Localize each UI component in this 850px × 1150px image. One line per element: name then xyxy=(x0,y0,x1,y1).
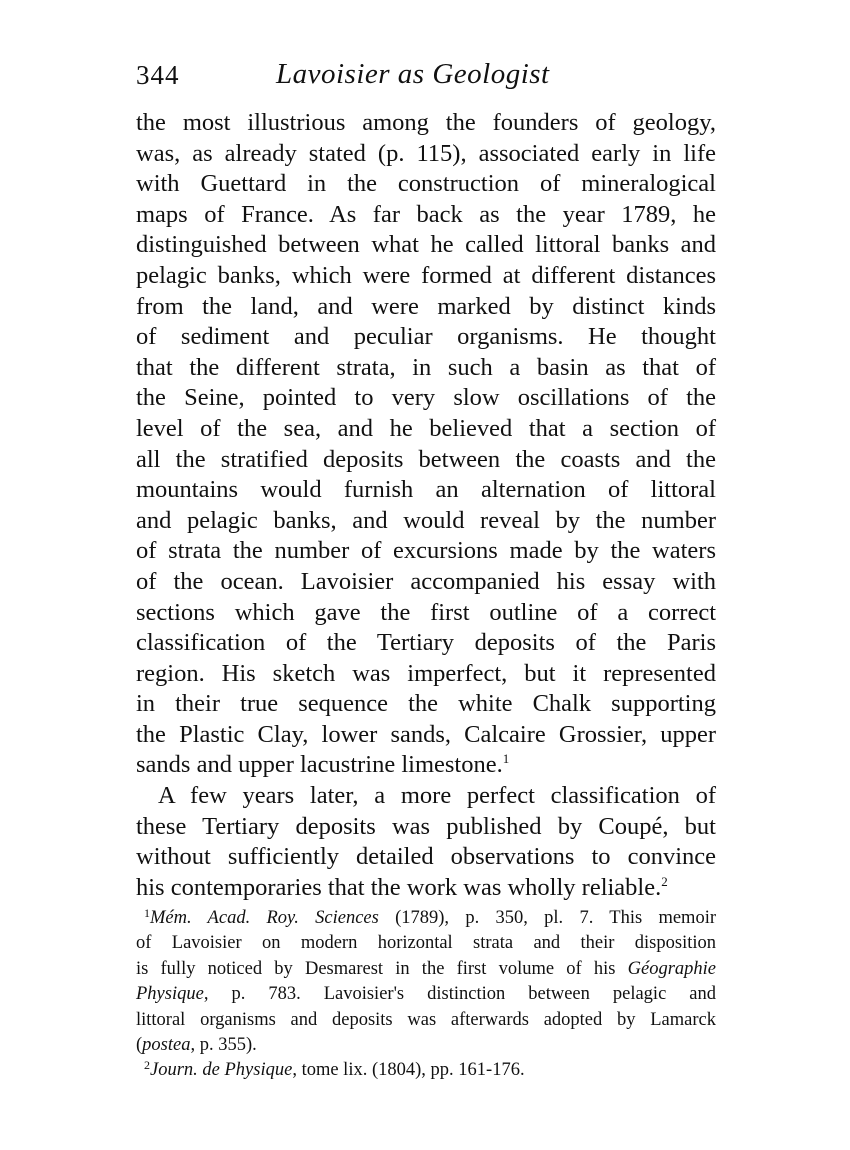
text-line: A few years later, a more perfect classification of xyxy=(158,782,716,810)
text-line: these Tertiary deposits was published by Coupé, but xyxy=(136,812,716,840)
body-text xyxy=(136,108,716,903)
citation-title: Journ. de Physique xyxy=(150,1060,293,1081)
footnote-line: littoral organisms and deposits was afterwards adopted by Lamarck xyxy=(136,1009,716,1030)
text-line xyxy=(136,750,716,781)
text-line-content: sands and upper lacustrine limestone. xyxy=(136,751,503,779)
text-line: was, as already stated (p. 115), associated early in life xyxy=(136,139,716,167)
running-head: Lavoisier as Geologist xyxy=(276,58,550,90)
text-line: classification of the Tertiary deposits of the Paris xyxy=(136,629,716,657)
citation-title: Géographie xyxy=(627,958,716,979)
text-line: pelagic banks, which were formed at different distances xyxy=(136,261,716,289)
text-line: in their true sequence the white Chalk supporting xyxy=(136,690,716,718)
footnote-line: of Lavoisier on modern horizontal strata and their disposition xyxy=(136,933,716,954)
text-line: the Seine, pointed to very slow oscillations of the xyxy=(136,384,716,412)
footnotes xyxy=(136,906,716,1084)
text-line: the Plastic Clay, lower sands, Calcaire Grossier, upper xyxy=(136,720,716,748)
footnote-text: is fully noticed by Desmarest in the first volume of his xyxy=(136,958,628,979)
text-line: of sediment and peculiar organisms. He thought xyxy=(136,323,716,351)
footnote-1 xyxy=(136,906,716,1058)
paragraph-2 xyxy=(136,781,716,903)
text-line: the most illustrious among the founders of geology, xyxy=(136,109,716,136)
footnote-line xyxy=(136,906,716,931)
footnote-text: , p. 783. Lavoisier's distinction between pelagic and xyxy=(203,984,716,1005)
page-header xyxy=(136,58,716,94)
citation-title: Mém. Acad. Roy. Sciences xyxy=(150,908,379,928)
text-line: distinguished between what he called littoral banks and xyxy=(136,231,716,259)
footnote-line xyxy=(136,1033,716,1058)
citation-title: Physique xyxy=(136,984,204,1005)
text-line: of the ocean. Lavoisier accompanied his essay with xyxy=(136,567,716,595)
text-line: region. His sketch was imperfect, but it represented xyxy=(136,659,716,687)
footnote-2 xyxy=(136,1058,716,1083)
text-line: and pelagic banks, and would reveal by the number xyxy=(136,506,716,534)
text-line: mountains would furnish an alternation of littoral xyxy=(136,476,716,504)
footnote-mark: 2 xyxy=(144,1058,150,1073)
footnote-text: ( xyxy=(136,1034,143,1055)
footnote-line xyxy=(136,957,716,982)
text-line: of strata the number of excursions made by the waters xyxy=(136,537,716,565)
text-line: sections which gave the first outline of a correct xyxy=(136,598,716,626)
footnote-text: , tome lix. (1804), pp. 161-176. xyxy=(292,1060,525,1081)
footnote-line xyxy=(136,1058,716,1083)
footnote-reference[interactable]: 1 xyxy=(502,751,510,767)
text-line: maps of France. As far back as the year 1789, he xyxy=(136,200,716,228)
footnote-text: (1789), p. 350, pl. 7. This memoir xyxy=(378,908,717,928)
text-line: with Guettard in the construction of mineralogical xyxy=(136,170,716,198)
paragraph-1 xyxy=(136,108,716,781)
text-line: level of the sea, and he believed that a section of xyxy=(136,414,716,442)
text-line: without sufficiently detailed observations to convince xyxy=(136,843,716,871)
text-line: that the different strata, in such a basin as that of xyxy=(136,353,716,381)
text-line xyxy=(136,873,716,904)
footnote-text: , p. 355). xyxy=(190,1034,257,1055)
footnote-line xyxy=(136,982,716,1007)
footnote-reference[interactable]: 2 xyxy=(661,873,668,889)
text-line: from the land, and were marked by distinct kinds xyxy=(136,292,716,320)
footnote-mark: 1 xyxy=(144,906,150,920)
page-number: 344 xyxy=(136,60,180,90)
citation-title: postea xyxy=(142,1034,191,1055)
text-line-content: his contemporaries that the work was wholly reliable. xyxy=(136,873,662,901)
text-line: all the stratified deposits between the coasts and the xyxy=(136,445,716,473)
